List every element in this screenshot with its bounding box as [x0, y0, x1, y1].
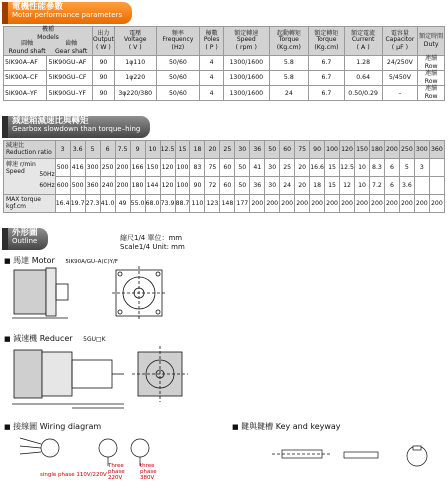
ratio-cell: 7.5 — [115, 141, 130, 159]
cell-current: 1.28 — [344, 56, 382, 71]
speed60-cell: 7.2 — [369, 177, 384, 195]
speed50-cell: 250 — [100, 159, 115, 177]
ratio-cell: 150 — [355, 141, 370, 159]
cell-duty: 連續 Row — [418, 56, 445, 71]
speed50-cell: 10 — [355, 159, 370, 177]
poles-header: 極數 Poles ( P ) — [200, 27, 224, 56]
three-phase-380-label: three phase 380V — [140, 463, 157, 481]
ratio-cell: 36 — [250, 141, 265, 159]
empty-cell — [429, 159, 444, 177]
speed60-cell: 20 — [295, 177, 310, 195]
speed60-cell: 18 — [310, 177, 325, 195]
speed60-cell: 600 — [55, 177, 70, 195]
speed50-cell: 166 — [130, 159, 145, 177]
torque-cell: 200 — [265, 195, 280, 213]
torque-cell: 88.7 — [175, 195, 190, 213]
cell-start: 5.8 — [269, 56, 309, 71]
speed60-cell: 50 — [235, 177, 250, 195]
performance-title-zh: 電機性能參數 — [12, 2, 64, 12]
voltage-header: 電壓 Voltage ( V ) — [114, 27, 156, 56]
performance-title-en: Motor performance parameters — [12, 10, 123, 19]
speed50-cell: 416 — [70, 159, 85, 177]
torque-cell: 200 — [295, 195, 310, 213]
speed60-cell: 90 — [190, 177, 205, 195]
speed50-cell: 120 — [160, 159, 175, 177]
performance-table — [3, 26, 445, 101]
cell-output: 90 — [93, 56, 115, 71]
motor-label: ■ 馬達 Motor 5IK90A/GU–A(C)Y/F — [4, 256, 119, 265]
ratio-cell: 3.6 — [70, 141, 85, 159]
speed60-cell: 12 — [340, 177, 355, 195]
speed50-cell: 75 — [205, 159, 220, 177]
cell-poles: 4 — [200, 86, 224, 101]
ratio-cell: 10 — [145, 141, 160, 159]
speed50-cell: 100 — [175, 159, 190, 177]
cell-round: 5IK90A–CF — [4, 71, 47, 86]
speed60-cell: 24 — [280, 177, 295, 195]
gear-ratio-table — [3, 140, 445, 213]
outline-title-zh: 外形圖 — [12, 228, 38, 238]
cell-poles: 4 — [200, 71, 224, 86]
cell-output: 90 — [93, 71, 115, 86]
ratio-cell: 90 — [310, 141, 325, 159]
performance-row — [4, 86, 445, 101]
speed50-cell: 8.3 — [369, 159, 384, 177]
speed50-cell: 5 — [399, 159, 414, 177]
speed60-cell: 30 — [265, 177, 280, 195]
empty-cell — [414, 177, 429, 195]
cell-voltage: 3φ220/380 — [114, 86, 156, 101]
torque-cell: 73.9 — [160, 195, 175, 213]
cell-duty: 連續 Row — [418, 86, 445, 101]
speed60-cell: 500 — [70, 177, 85, 195]
speed60-cell: 360 — [85, 177, 100, 195]
speed60-cell: 36 — [250, 177, 265, 195]
torque-cell: 27.3 — [85, 195, 100, 213]
speed-label: 轉速 r/min Speed 50Hz 60Hz — [4, 159, 56, 195]
torque-cell: 123 — [205, 195, 220, 213]
torque-cell: 49 — [115, 195, 130, 213]
cell-freq: 50/60 — [156, 86, 200, 101]
cell-poles: 4 — [200, 56, 224, 71]
cell-rated: 6.7 — [309, 71, 345, 86]
torque-cell: 19.7 — [70, 195, 85, 213]
ratio-cell: 100 — [325, 141, 340, 159]
speed50-cell: 41 — [250, 159, 265, 177]
performance-row — [4, 56, 445, 71]
three-phase-220-label: Three phase 220V — [108, 463, 125, 481]
torque-cell: 200 — [384, 195, 399, 213]
torque-cell: 200 — [429, 195, 444, 213]
ratio-cell: 15 — [175, 141, 190, 159]
cell-cap: 24/250V — [382, 56, 418, 71]
ratio-cell: 360 — [429, 141, 444, 159]
models-header: 機種 Models 圓軸 Round shaft 齒軸 Gear shaft — [4, 27, 93, 56]
cell-rated: 6.7 — [309, 86, 345, 101]
speed60-cell: 180 — [130, 177, 145, 195]
speed50-cell: 16.6 — [310, 159, 325, 177]
speed60-cell: 200 — [115, 177, 130, 195]
cell-gear: 5IK90GU–CF — [47, 71, 93, 86]
reducer-drawing — [8, 346, 238, 412]
torque-cell: 200 — [340, 195, 355, 213]
torque-cell: 148 — [220, 195, 235, 213]
gearbox-title-zh: 減速箱減速比與轉矩 — [12, 116, 89, 126]
speed50-cell: 15 — [325, 159, 340, 177]
cell-gear: 5IK90GU–AF — [47, 56, 93, 71]
scale-line-1: 縮尺1/4 單位：mm — [120, 234, 183, 242]
cell-speed: 1300/1600 — [223, 56, 269, 71]
ratio-label: 減速比 Reduction ratio — [4, 141, 56, 159]
gearbox-section-header — [2, 116, 150, 138]
torque-cell: 55.0 — [130, 195, 145, 213]
cell-freq: 50/60 — [156, 71, 200, 86]
torque-cell: 200 — [399, 195, 414, 213]
torque-cell: 200 — [310, 195, 325, 213]
ratio-cell: 300 — [414, 141, 429, 159]
speed60-cell: 144 — [145, 177, 160, 195]
speed50-cell: 300 — [85, 159, 100, 177]
speed50-cell: 60 — [220, 159, 235, 177]
speed50-cell: 83 — [190, 159, 205, 177]
speed50-cell: 200 — [115, 159, 130, 177]
cell-output: 90 — [93, 86, 115, 101]
capacitor-header: 電容量 Capacitor ( μF ) — [382, 27, 418, 56]
speed-header: 額定轉速 Speed ( rpm ) — [223, 27, 269, 56]
frequency-header: 頻率 Frequency (Hz) — [156, 27, 200, 56]
ratio-cell: 200 — [384, 141, 399, 159]
cell-round: 5IK90A–YF — [4, 86, 47, 101]
speed50-cell: 30 — [265, 159, 280, 177]
speed50-cell: 50 — [235, 159, 250, 177]
speed50-cell: 25 — [280, 159, 295, 177]
ratio-cell: 25 — [220, 141, 235, 159]
torque-cell: 110 — [190, 195, 205, 213]
speed50-cell: 6 — [384, 159, 399, 177]
torque-cell: 16.4 — [55, 195, 70, 213]
scale-line-2: Scale1/4 Unit: mm — [120, 243, 185, 251]
rated-torque-header: 額定轉矩 Torque (Kg.cm) — [309, 27, 345, 56]
speed60-cell: 120 — [160, 177, 175, 195]
outline-section-header — [2, 228, 48, 250]
reducer-label: ■ 減速機 Reducer 5GU□K — [4, 334, 106, 343]
ratio-cell: 5 — [85, 141, 100, 159]
ratio-cell: 18 — [190, 141, 205, 159]
output-header: 出力 Output ( W ) — [93, 27, 115, 56]
speed50-cell: 20 — [295, 159, 310, 177]
ratio-cell: 250 — [399, 141, 414, 159]
cell-voltage: 1φ220 — [114, 71, 156, 86]
ratio-cell: 9 — [130, 141, 145, 159]
speed60-cell: 15 — [325, 177, 340, 195]
torque-cell: 200 — [369, 195, 384, 213]
ratio-cell: 75 — [295, 141, 310, 159]
speed60-cell: 240 — [100, 177, 115, 195]
cell-speed: 1300/1600 — [223, 86, 269, 101]
torque-cell: 200 — [355, 195, 370, 213]
torque-cell: 200 — [250, 195, 265, 213]
single-phase-label: single phase 110V/220V — [40, 472, 107, 478]
empty-cell — [429, 177, 444, 195]
performance-row — [4, 71, 445, 86]
torque-cell: 200 — [325, 195, 340, 213]
speed60-cell: 3.6 — [399, 177, 414, 195]
cell-current: 0.64 — [344, 71, 382, 86]
ratio-cell: 20 — [205, 141, 220, 159]
duty-header: 額定時間 Duty — [418, 27, 445, 56]
cell-duty: 連續 Row — [418, 71, 445, 86]
speed50-cell: 150 — [145, 159, 160, 177]
torque-cell: 41.0 — [100, 195, 115, 213]
cell-speed: 1300/1600 — [223, 71, 269, 86]
torque-cell: 200 — [280, 195, 295, 213]
cell-gear: 5IK90GU–YF — [47, 86, 93, 101]
ratio-cell: 6 — [100, 141, 115, 159]
ratio-cell: 12.5 — [160, 141, 175, 159]
start-torque-header: 起動轉矩 Torque (Kg.cm) — [269, 27, 309, 56]
torque-label: MAX torque kgf.cm — [4, 195, 56, 213]
cell-current: 0.50/0.29 — [344, 86, 382, 101]
ratio-cell: 50 — [265, 141, 280, 159]
speed60-cell: 100 — [175, 177, 190, 195]
speed60-cell: 60 — [220, 177, 235, 195]
speed60-cell: 10 — [355, 177, 370, 195]
ratio-cell: 3 — [55, 141, 70, 159]
ratio-cell: 180 — [369, 141, 384, 159]
ratio-cell: 120 — [340, 141, 355, 159]
cell-cap: 5/450V — [382, 71, 418, 86]
speed60-cell: 6 — [384, 177, 399, 195]
wiring-label: ■ 接線圖 Wiring diagram — [4, 422, 102, 431]
gearbox-title-en: Gearbox slowdown than torque–hing — [12, 124, 141, 133]
cell-round: 5IK90A–AF — [4, 56, 47, 71]
key-drawing — [232, 436, 442, 484]
cell-freq: 50/60 — [156, 56, 200, 71]
cell-voltage: 1φ110 — [114, 56, 156, 71]
speed50-cell: 500 — [55, 159, 70, 177]
speed60-cell: 72 — [205, 177, 220, 195]
speed50-cell: 12.5 — [340, 159, 355, 177]
current-header: 額定電流 Current ( A ) — [344, 27, 382, 56]
speed50-cell: 3 — [414, 159, 429, 177]
torque-cell: 177 — [235, 195, 250, 213]
performance-section-header — [2, 2, 132, 24]
key-label: ■ 鍵與鍵槽 Key and keyway — [232, 422, 341, 431]
motor-drawing — [8, 266, 238, 322]
cell-cap: – — [382, 86, 418, 101]
ratio-cell: 30 — [235, 141, 250, 159]
ratio-cell: 60 — [280, 141, 295, 159]
cell-start: 24 — [269, 86, 309, 101]
torque-cell: 200 — [414, 195, 429, 213]
outline-title-en: Outline — [12, 236, 38, 245]
torque-cell: 68.0 — [145, 195, 160, 213]
cell-rated: 6.7 — [309, 56, 345, 71]
cell-start: 5.8 — [269, 71, 309, 86]
